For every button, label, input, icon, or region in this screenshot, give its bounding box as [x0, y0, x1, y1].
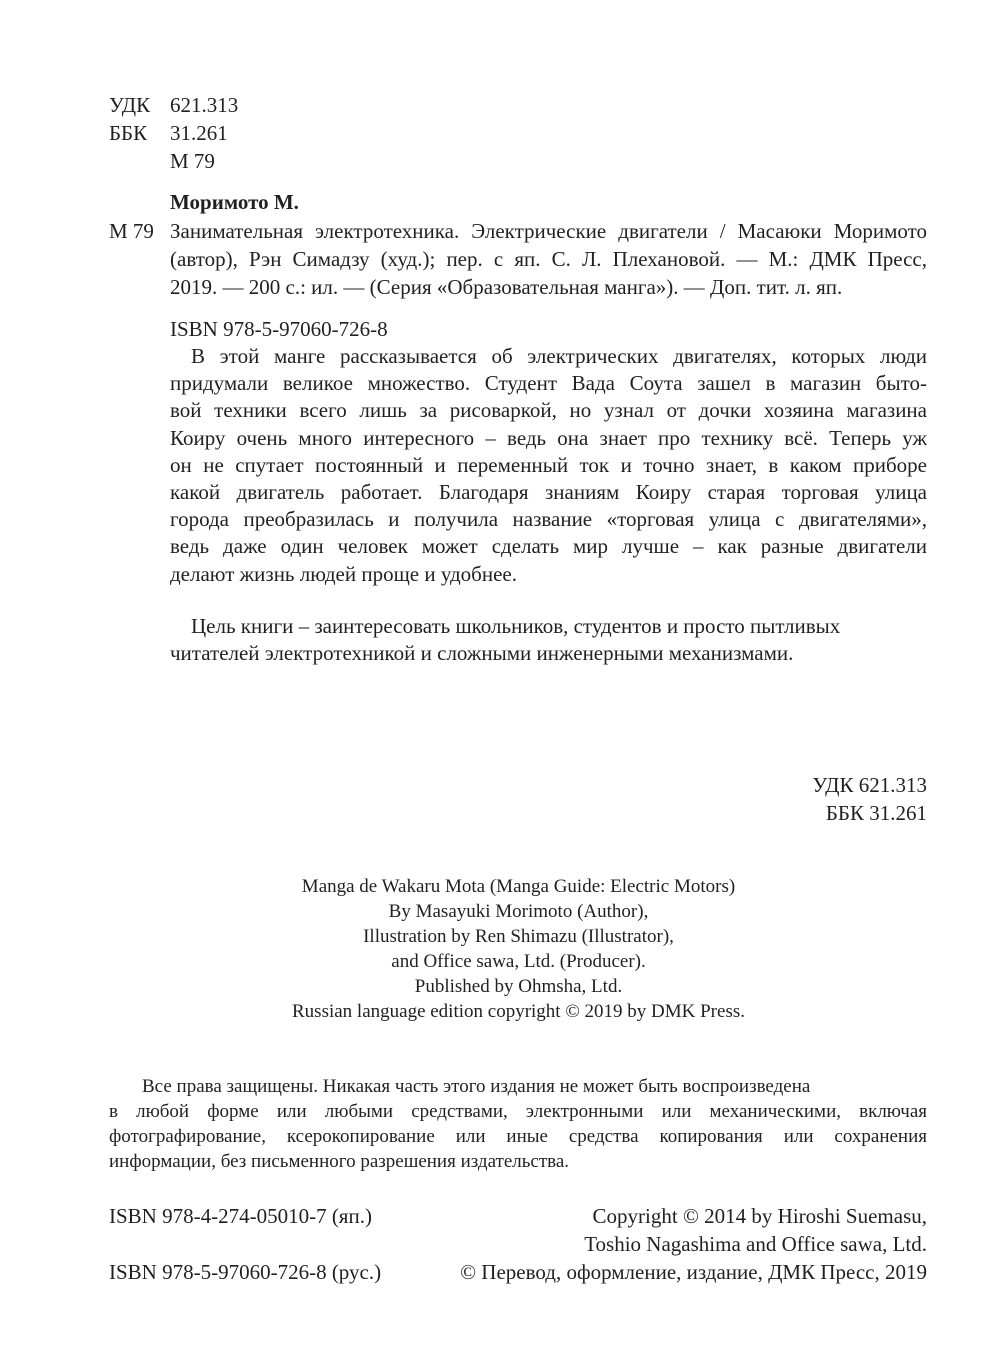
- credits-line: Manga de Wakaru Mota (Manga Guide: Electric Motors): [301, 876, 736, 897]
- rights-line: Все права защищены. Никакая часть этого издания не может быть воспроизведена: [142, 1076, 811, 1097]
- abstract-line: какой двигатель работает. Благодаря знаниям Коиру старая торговая улица: [170, 480, 927, 505]
- bibliographic-line: (автор), Рэн Симадзу (худ.); пер. с яп. С. Л. Плехановой. — М.: ДМК Пресс,: [170, 247, 927, 271]
- abstract-line: В этой манге рассказывается об электрических двигателях, которых люди: [191, 344, 927, 368]
- bbk-row: [0, 119, 400, 147]
- copyright-line: Toshio Nagashima and Office sawa, Ltd.: [584, 1232, 927, 1256]
- bbk-label: ББК: [109, 121, 148, 145]
- aim-line: Цель книги – заинтересовать школьников, студентов и просто пытливых: [191, 614, 841, 638]
- abstract: [170, 343, 927, 588]
- isbn-ru-bottom: ISBN 978-5-97060-726-8 (рус.): [109, 1260, 382, 1284]
- copyright-block: [460, 1202, 927, 1286]
- rights-line: в любой форме или любыми средствами, электронными или механическими, включая: [109, 1101, 927, 1122]
- isbn-jp: ISBN 978-4-274-05010-7 (яп.): [109, 1204, 372, 1228]
- udk-right: УДК 621.313: [812, 773, 927, 797]
- credits-line: and Office sawa, Ltd. (Producer).: [391, 951, 646, 972]
- isbn-list: [109, 1202, 381, 1286]
- credits-line: By Masayuki Morimoto (Author),: [388, 901, 649, 922]
- abstract-line: города преобразилась и получила название «торговая улица с двигателями»,: [170, 507, 927, 532]
- abstract-line: придумали великое множество. Студент Вада Соута зашел в магазин быто-: [170, 371, 927, 396]
- bibliographic-line: 2019. — 200 с.: ил. — (Серия «Образовательная манга»). — Доп. тит. л. яп.: [170, 275, 843, 299]
- credits-line: Illustration by Ren Shimazu (Illustrator),: [363, 926, 674, 947]
- bbk-value: 31.261: [170, 121, 228, 145]
- aim-line: читателей электротехникой и сложными инженерными механизмами.: [170, 641, 794, 666]
- copyright-line: Copyright © 2014 by Hiroshi Suemasu,: [592, 1204, 927, 1228]
- rights-notice: [109, 1074, 927, 1174]
- credits-line: Published by Ohmsha, Ltd.: [414, 976, 623, 997]
- abstract-line: ведь даже один человек может сделать мир лучше – как разные двигатели: [170, 534, 927, 559]
- bibliographic-description: [170, 217, 927, 301]
- udk-value: 621.313: [170, 93, 239, 117]
- original-credits: [170, 874, 867, 1024]
- udk-row: [0, 91, 400, 119]
- bbk-right: ББК 31.261: [825, 801, 927, 825]
- book-aim: [170, 613, 927, 667]
- isbn-ru: ISBN 978-5-97060-726-8: [170, 317, 388, 341]
- abstract-line: вой техники всего лишь за рисоваркой, но узнал от дочки хозяина магазина: [170, 398, 927, 423]
- author-mark: М 79: [170, 149, 215, 173]
- udk-label: УДК: [109, 93, 151, 117]
- credits-line: Russian language edition copyright © 2019 by DMK Press.: [292, 1001, 745, 1022]
- author-heading: Моримото М.: [170, 190, 299, 214]
- isbn-spacer: [109, 1230, 381, 1258]
- abstract-line: он не спутает постоянный и переменный ток и точно знает, в каком приборе: [170, 452, 927, 477]
- rights-line: фотографирование, ксерокопирование или иные средства копирования или сохранения: [109, 1126, 927, 1147]
- abstract-line: делают жизнь людей проще и удобнее.: [170, 561, 517, 586]
- rights-line: информации, без письменного разрешения издательства.: [109, 1151, 570, 1172]
- abstract-line: Коиру очень много интересного – ведь она знает про технику всё. Теперь уж: [170, 425, 927, 450]
- copyright-line: © Перевод, оформление, издание, ДМК Пресс, 2019: [460, 1260, 927, 1284]
- author-mark-side: М 79: [109, 219, 154, 243]
- classification-right: [812, 771, 927, 827]
- bibliographic-line: Занимательная электротехника. Электрические двигатели / Масаюки Моримото: [170, 219, 927, 243]
